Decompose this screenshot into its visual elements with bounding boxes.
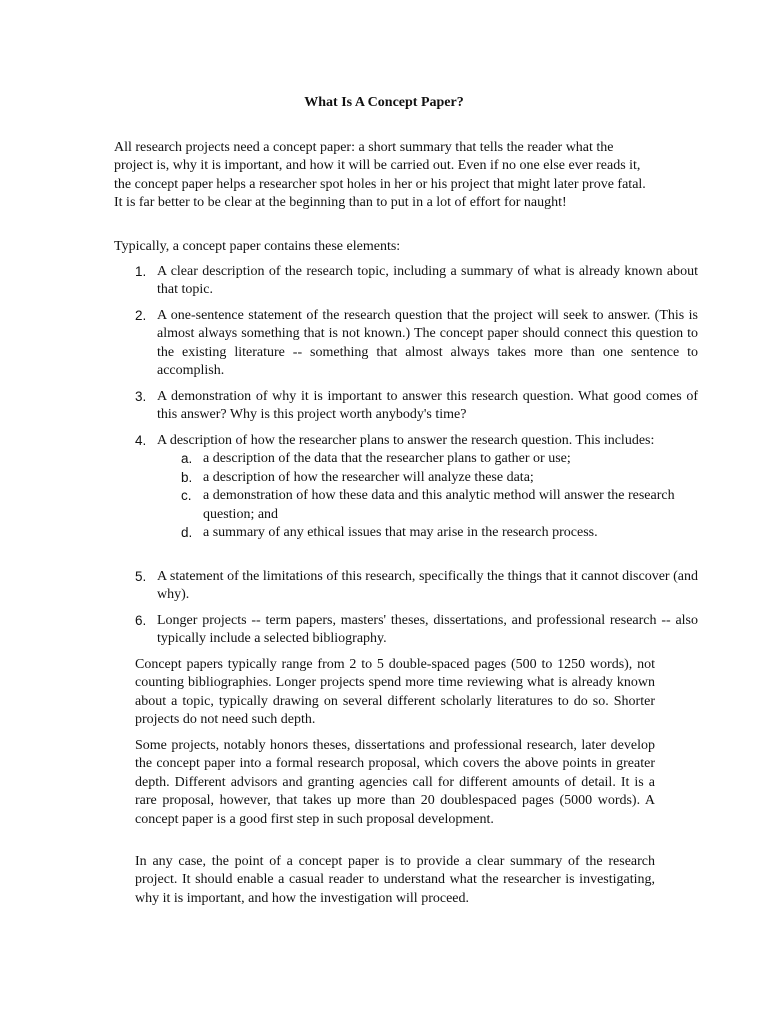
intro-paragraph: All research projects need a concept paper: a short summary that tells the reader what the project is, why it is important, and how it will be carried out. Even if no one else ever reads it, the concept paper helps a researcher spot holes in her or his project that might later prove fatal. It is far better to be clear at the beginning than to put in a lot of effort for naught! (114, 140, 646, 211)
elements-lead-in: Typically, a concept paper contains these elements: (114, 239, 401, 254)
list-item (114, 612, 698, 649)
proposal-paragraph: Some projects, notably honors theses, dissertations and professional research, later develop the concept paper into a formal research proposal, which covers the above points in greater depth. Different advisors and granting agencies call for different amounts of detail. It is a rare proposal, however, that takes up more than 20 doublespaced pages (5000 words). A concept paper is a good first step in such proposal development. (135, 738, 655, 827)
list-item (114, 307, 698, 381)
list-item (114, 263, 698, 300)
list-number: 4. (135, 433, 147, 448)
list-number: 5. (135, 569, 147, 584)
sub-list-letter: d. (181, 525, 193, 541)
sub-list-text: a description of how the researcher will analyze these data; (203, 469, 534, 485)
list-item-text: A demonstration of why it is important to answer this research question. What good comes of this answer? Why is this project worth anybody's time? (157, 389, 698, 423)
sub-list-text: a demonstration of how these data and this analytic method will answer the research question; and (203, 488, 675, 522)
sub-list-item (157, 450, 698, 468)
sub-list-letter: c. (181, 488, 192, 504)
list-number: 3. (135, 389, 147, 404)
length-paragraph: Concept papers typically range from 2 to 5 double-spaced pages (500 to 1250 words), not counting bibliographies. Longer projects spend more time reviewing what is already known about a topic, typically drawing on several different scholarly literatures to do so. Shorter projects do not need such depth. (135, 657, 655, 728)
list-item (114, 388, 698, 425)
sub-list-item (157, 487, 698, 524)
sub-list-item (157, 469, 698, 487)
sub-list-item (157, 524, 698, 542)
list-item-text: Longer projects -- term papers, masters' theses, dissertations, and professional research -- also typically include a selected bibliography. (157, 613, 698, 647)
sub-list-letter: a. (181, 451, 193, 467)
list-number: 2. (135, 308, 147, 323)
list-item-text: A one-sentence statement of the research question that the project will seek to answer. (This is almost always something that is not known.) The concept paper should connect this question to the existing literature -- something that almost always takes more than one sentence to accomplish. (157, 308, 698, 379)
sub-list-text: a summary of any ethical issues that may arise in the research process. (203, 525, 598, 541)
list-item (114, 568, 698, 605)
list-item (114, 432, 698, 542)
conclusion-paragraph: In any case, the point of a concept paper is to provide a clear summary of the research project. It should enable a casual reader to understand what the researcher is investigating, why it is important, and how the investigation will proceed. (135, 854, 655, 906)
sub-list-text: a description of the data that the researcher plans to gather or use; (203, 451, 571, 467)
sub-list-letter: b. (181, 469, 193, 485)
list-number: 1. (135, 264, 147, 279)
list-item-text: A description of how the researcher plans to answer the research question. This includes: (157, 433, 655, 448)
document-title: What Is A Concept Paper? (304, 95, 464, 110)
list-item-text: A clear description of the research topic, including a summary of what is already known about that topic. (157, 264, 698, 298)
sub-list (157, 450, 698, 542)
list-number: 6. (135, 613, 147, 628)
list-item-text: A statement of the limitations of this research, specifically the things that it cannot discover (and why). (157, 569, 698, 603)
